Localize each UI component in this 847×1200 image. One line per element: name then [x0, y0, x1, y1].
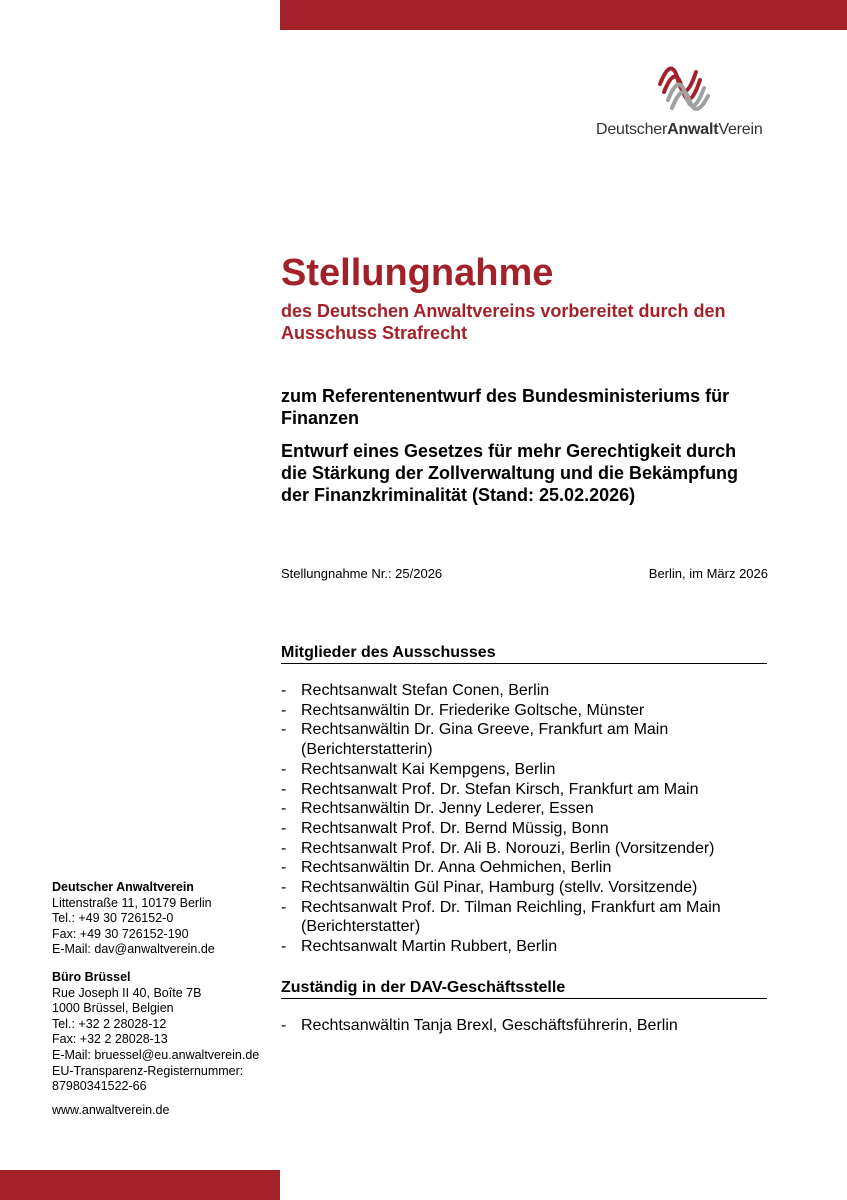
document-subtitle: des Deutschen Anwaltvereins vorbereitet durch den Ausschuss Strafrecht	[281, 301, 726, 343]
list-item: - Rechtsanwältin Tanja Brexl, Geschäftsführerin, Berlin	[281, 1016, 781, 1036]
list-item: - Rechtsanwältin Dr. Jenny Lederer, Essen	[281, 799, 781, 819]
list-item: - Rechtsanwalt Stefan Conen, Berlin	[281, 681, 781, 701]
list-item: - Rechtsanwalt Prof. Dr. Bernd Müssig, Bonn	[281, 819, 781, 839]
members-heading: Mitglieder des Ausschusses	[281, 643, 767, 664]
top-accent-bar	[280, 0, 847, 30]
list-item: - Rechtsanwältin Dr. Anna Oehmichen, Berlin	[281, 858, 781, 878]
contact-bruessel-email: E-Mail: bruessel@eu.anwaltverein.de	[52, 1047, 260, 1062]
statement-number: Stellungnahme Nr.: 25/2026	[281, 566, 443, 581]
contact-berlin	[52, 880, 277, 958]
contact-berlin-address: Littenstraße 11, 10179 Berlin	[52, 895, 212, 910]
contact-bruessel-city: 1000 Brüssel, Belgien	[52, 1001, 174, 1016]
contact-bruessel-register-number: 87980341522-66	[52, 1079, 147, 1094]
list-item: - Rechtsanwalt Prof. Dr. Ali B. Norouzi, Berlin (Vorsitzender)	[281, 839, 781, 859]
list-item: - Rechtsanwältin Dr. Friederike Goltsche, Münster	[281, 701, 781, 721]
contact-bruessel-register-label: EU-Transparenz-Registernummer:	[52, 1063, 244, 1078]
office-list	[281, 1016, 781, 1036]
list-item: - Rechtsanwalt Kai Kempgens, Berlin	[281, 760, 781, 780]
contact-bruessel-tel: Tel.: +32 2 28028-12	[52, 1016, 167, 1031]
contact-berlin-fax: Fax: +49 30 726152-190	[52, 926, 189, 941]
contact-berlin-tel: Tel.: +49 30 726152-0	[52, 911, 174, 926]
logo-word-deutscher: Deutscher	[596, 121, 668, 138]
logo-wordmark	[596, 121, 763, 139]
contact-bruessel-fax: Fax: +32 2 28028-13	[52, 1032, 168, 1047]
contact-bruessel	[52, 970, 277, 1095]
dav-logo	[596, 58, 776, 140]
list-item: - Rechtsanwältin Dr. Gina Greeve, Frankfurt am Main (Berichterstatterin)	[281, 720, 781, 759]
members-list	[281, 681, 781, 957]
contact-bruessel-street: Rue Joseph II 40, Boîte 7B	[52, 985, 202, 1000]
logo-word-verein: Verein	[718, 121, 763, 138]
list-item: - Rechtsanwältin Gül Pinar, Hamburg (stellv. Vorsitzende)	[281, 878, 781, 898]
contact-berlin-name: Deutscher Anwaltverein	[52, 880, 194, 894]
dav-wave-mark-icon	[656, 58, 710, 112]
bottom-accent-bar	[0, 1170, 280, 1200]
document-title: Stellungnahme	[281, 252, 554, 294]
logo-word-anwalt: Anwalt	[667, 121, 719, 138]
contact-berlin-email: E-Mail: dav@anwaltverein.de	[52, 942, 215, 957]
office-heading: Zuständig in der DAV-Geschäftsstelle	[281, 978, 767, 999]
website: www.anwaltverein.de	[52, 1103, 170, 1117]
draft-title: Entwurf eines Gesetzes für mehr Gerechtigkeit durch die Stärkung der Zollverwaltung und die Bekämpfung der Finanzkriminalität (Stand: 25.02.2026)	[281, 441, 739, 505]
place-date: Berlin, im März 2026	[648, 566, 768, 581]
list-item: - Rechtsanwalt Martin Rubbert, Berlin	[281, 937, 781, 957]
document-topic: zum Referentenentwurf des Bundesministeriums für Finanzen	[281, 386, 730, 428]
contact-bruessel-name: Büro Brüssel	[52, 970, 131, 984]
list-item: - Rechtsanwalt Prof. Dr. Tilman Reichling, Frankfurt am Main (Berichterstatter)	[281, 898, 781, 937]
list-item: - Rechtsanwalt Prof. Dr. Stefan Kirsch, Frankfurt am Main	[281, 780, 781, 800]
